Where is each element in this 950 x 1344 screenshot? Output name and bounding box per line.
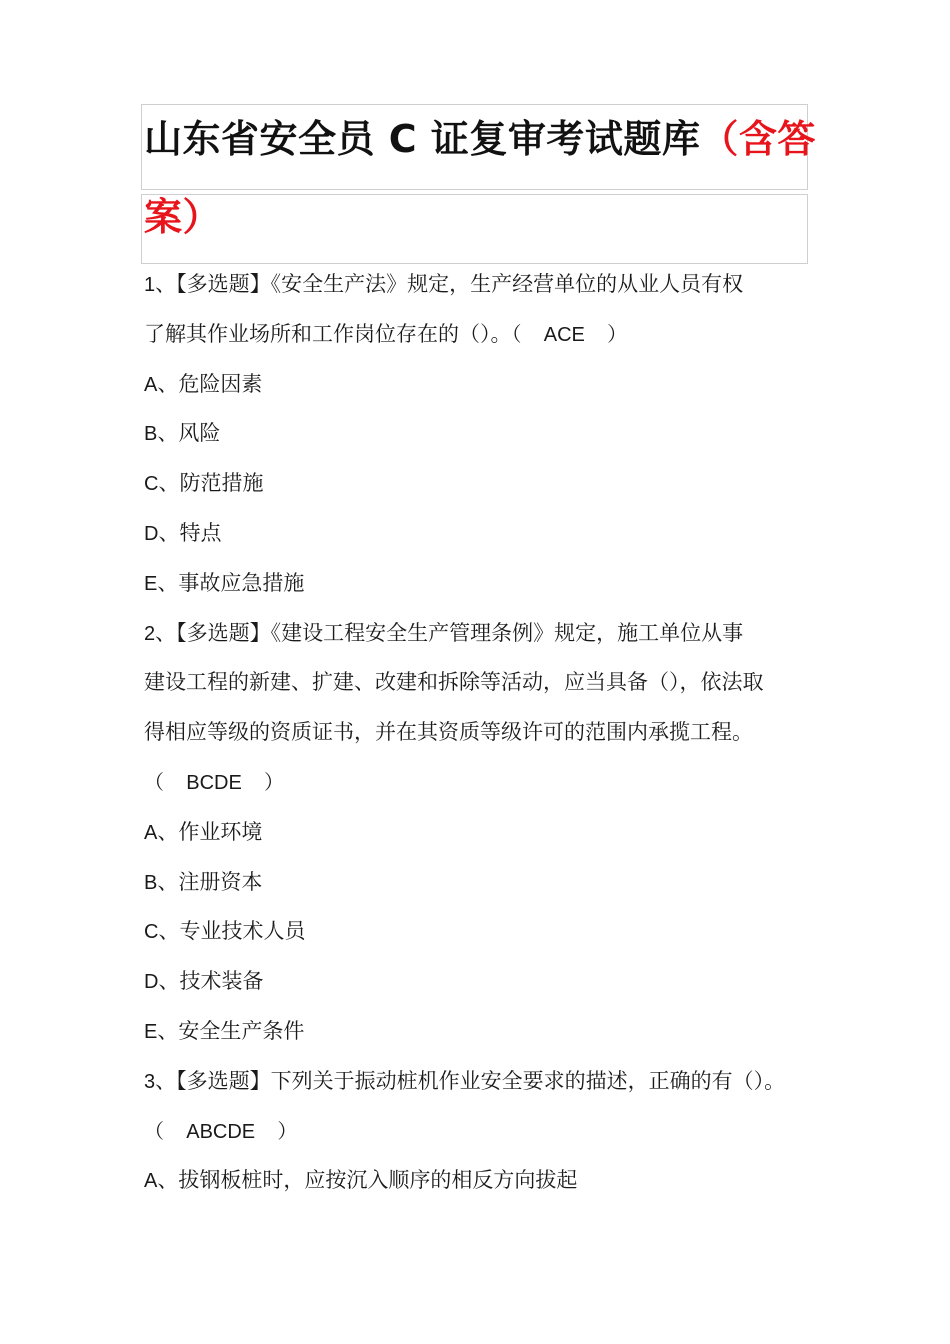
option-text: 注册资本 [178,869,263,894]
separator: 、 [158,969,180,994]
option-text: 拔钢板桩时，应按沉入顺序的相反方向拔起 [178,1168,578,1193]
option-text: 作业环境 [178,819,263,844]
separator: 、 [157,819,179,844]
answer-key: （ ABCDE ） [144,1120,298,1143]
option-letter: B [144,423,158,446]
option-line [144,509,814,559]
separator: 、 [158,520,180,545]
separator: 、 [157,371,179,396]
separator: 、 [155,1068,177,1093]
question-number: 1 [144,274,156,296]
question-text: 【多选题】《安全生产法》规定，生产经营单位的从业人员有权 [176,272,744,296]
question-line [144,708,814,758]
question-line [144,260,814,310]
option-text: 专业技术人员 [179,919,306,944]
option-text: 安全生产条件 [178,1018,305,1043]
separator: 、 [158,471,180,496]
option-text: 风险 [178,421,221,446]
option-line [144,808,814,858]
option-text: 防范措施 [179,471,264,496]
separator: 、 [157,1168,179,1193]
question-list [144,260,814,1206]
option-line [144,1007,814,1057]
separator: 、 [157,570,179,595]
question-text: 得相应等级的资质证书，并在其资质等级许可的范围内承揽工程。 [144,720,753,745]
title-accent-first: （含答 [700,117,816,161]
option-letter: A [144,821,158,844]
option-letter: C [144,921,159,944]
question-text: 【多选题】《建设工程安全生产管理条例》规定，施工单位从事 [176,620,744,645]
question-line [144,1057,814,1107]
title-accent-second: 案） [144,195,222,239]
option-line [144,409,814,459]
title-main: 山东省安全员 C 证复审考试题库 [144,117,701,161]
answer-line [144,758,814,808]
option-letter: B [144,871,158,894]
option-line [144,1156,814,1206]
separator: 、 [155,620,177,645]
question-text: 了解其作业场所和工作岗位存在的（）。 [144,321,512,346]
option-letter: E [144,1020,158,1043]
option-line [144,559,814,609]
option-letter: D [144,522,159,545]
option-letter: A [144,1170,158,1193]
question-text: 建设工程的新建、扩建、改建和拆除等活动，应当具备（），依法取 [144,670,764,695]
option-line [144,858,814,908]
option-text: 技术装备 [179,969,264,994]
answer-key: （ BCDE ） [144,771,285,794]
page-title [144,100,824,256]
option-line [144,957,814,1007]
separator: 、 [155,272,177,296]
option-letter: C [144,473,159,496]
question-line [144,658,814,708]
separator: 、 [157,421,179,446]
question-text: 【多选题】下列关于振动桩机作业安全要求的描述，正确的有（）。 [176,1068,786,1093]
separator: 、 [157,869,179,894]
question-line [144,609,814,659]
separator: 、 [158,919,180,944]
option-letter: D [144,971,159,994]
option-line [144,459,814,509]
question-number: 3 [144,1070,156,1093]
option-letter: A [144,373,158,396]
separator: 、 [157,1018,179,1043]
question-line [144,310,814,360]
option-text: 危险因素 [178,371,263,396]
option-line [144,907,814,957]
answer-key: （ ACE ） [511,323,628,346]
option-text: 事故应急措施 [178,570,305,595]
option-letter: E [144,572,158,595]
option-text: 特点 [179,520,222,545]
answer-line [144,1107,814,1157]
question-number: 2 [144,622,156,645]
option-line [144,360,814,410]
